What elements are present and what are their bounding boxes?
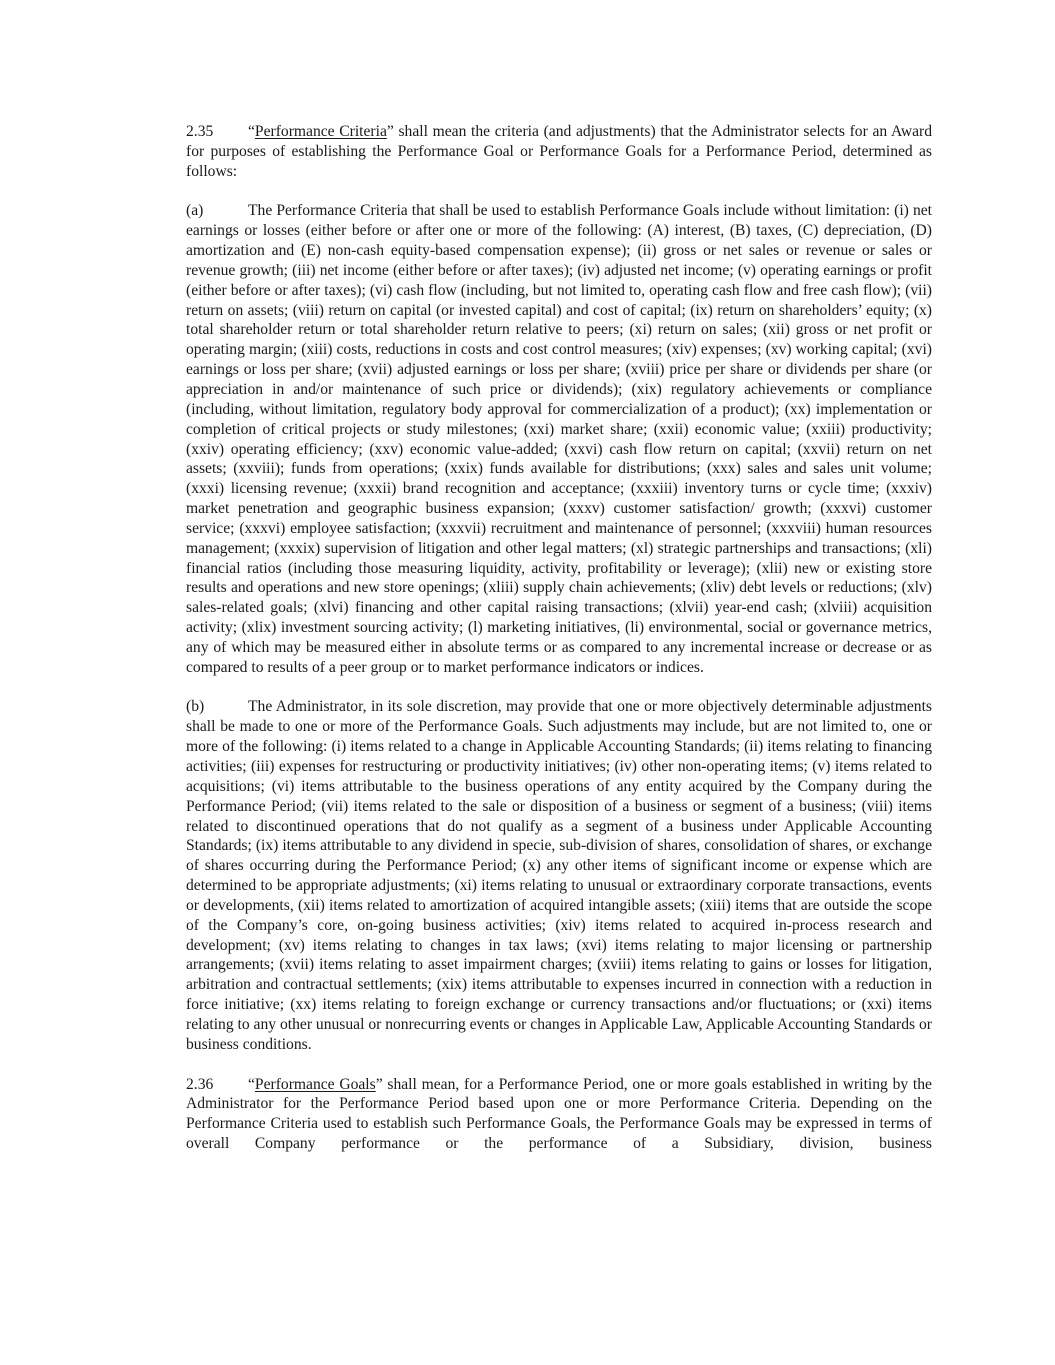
defined-term-performance-criteria: Performance Criteria xyxy=(254,123,387,140)
open-quote: “ xyxy=(248,1075,255,1093)
subsection-label: (a) xyxy=(186,202,204,220)
subsection-text: The Performance Criteria that shall be used to establish Performance Goals include without limitation: (i) net earnings or losses (either before or after one or more of the following: (A) interest, (B) taxes, (C) depreciation, (D) amortization and (E) non-cash equity-based compensation expense); (ii) gross or net sales or revenue or sales or revenue growth; (iii) net income (either before or after taxes); (iv) adjusted net income; (v) operating earnings or profit (either before or after taxes); (vi) cash flow (including, but not limited to, operating cash flow and free cash flow); (vii) return on assets; (viii) return on capital (or invested capital) and cost of capital; (ix) return on shareholders’ equity; (x) total shareholder return or total shareholder return relative to peers; (xi) return on sales; (xii) gross or net profit or operating margin; (xiii) costs, reductions in costs and cost control measures; (xiv) expenses; (xv) working capital; (xvi) earnings or loss per share; (xvii) adjusted earnings or loss per share; (xviii) price per share or dividends per share (or appreciation in and/or maintenance of such price or dividends); (xix) regulatory achievements or compliance (including, without limitation, regulatory body approval for commercialization of a product); (xx) implementation or completion of critical projects or study milestones; (xxi) market share; (xxii) economic value; (xxiii) productivity; (xxiv) operating efficiency; (xxv) economic value-added; (xxvi) cash flow return on capital; (xxvii) return on net assets; (xxviii); funds from operations; (xxix) funds available for distributions; (xxx) sales and sales unit volume; (xxxi) licensing revenue; (xxxii) brand recognition and acceptance; (xxxiii) inventory turns or cycle time; (xxxiv) market penetration and geographic business expansion; (xxxv) customer satisfaction/ growth; (xxxvi) customer service; (xxxvi) employee satisfaction; (xxxvii) recruitment and maintenance of personnel; (xxxviii) human resources management; (xxxix) supervision of litigation and other legal matters; (xl) strategic partnerships and transactions; (xli) financial ratios (including those measuring liquidity, activity, profitability or leverage); (xlii) new or existing store results and operations and new store openings; (xliii) supply chain achievements; (xliv) debt levels or reductions; (xlv) sales-related goals; (xlvi) financing and other capital raising transactions; (xlvii) year-end cash; (xlviii) acquisition activity; (xlix) investment sourcing activity; (l) marketing initiatives, (li) environmental, social or governance metrics, any of which may be measured either in absolute terms or as compared to any incremental increase or decrease or as compared to results of a peer group or to market performance indicators or indices. xyxy=(186,202,932,676)
subsection-label: (b) xyxy=(186,698,205,716)
subsection-text: The Administrator, in its sole discretion, may provide that one or more objectively determinable adjustments shall be made to one or more of the Performance Goals. Such adjustments may include, but are not limited to, one or more of the following: (i) items related to a change in Applicable Accounting Standards; (ii) items relating to financing activities; (iii) expenses for restructuring or productivity initiatives; (iv) other non-operating items; (v) items related to acquisitions; (vi) items attributable to the business operations of any entity acquired by the Company during the Performance Period; (vii) items related to the sale or disposition of a business or segment of a business; (viii) items related to discontinued operations that do not qualify as a segment of a business under Applicable Accounting Standards; (ix) items attributable to any dividend in specie, sub-division of shares, consolidation of shares, or exchange of shares occurring during the Performance Period; (x) any other items of significant income or expense which are determined to be appropriate adjustments; (xi) items relating to unusual or extraordinary corporate transactions, events or developments, (xii) items related to amortization of acquired intangible assets; (xiii) items that are outside the scope of the Company’s core, on-going business activities; (xiv) items related to acquired in-process research and development; (xv) items relating to changes in tax laws; (xvi) items relating to major licensing or partnership arrangements; (xvii) items relating to asset impairment charges; (xviii) items relating to gains or losses for litigation, arbitration and contractual settlements; (xix) items attributable to expenses incurred in connection with a reduction in force initiative; (xx) items relating to foreign exchange or currency transactions and/or fluctuations; or (xxi) items relating to any other unusual or nonrecurring events or changes in Applicable Law, Applicable Accounting Standards or business conditions. xyxy=(186,698,932,1053)
section-text: shall mean the criteria (and adjustments) that the Administrator selects for an Award for purposes of establishing the Performance Goal or Performance Goals for a Performance Period, determined as follows: xyxy=(186,123,932,180)
section-2-35 xyxy=(186,122,932,182)
document-page xyxy=(186,122,932,1174)
subsection-a xyxy=(186,201,932,677)
section-text: shall mean, for a Performance Period, one or more goals established in writing by the Administrator for the Performance Period based upon one or more Performance Criteria. Depending on the Performance Criteria used to establish such Performance Goals, the Performance Goals may be expressed in terms of overall Company performance or the performance of a Subsidiary, division, business xyxy=(186,1075,932,1153)
section-number: 2.36 xyxy=(186,1075,214,1093)
open-quote: “ xyxy=(248,123,255,140)
section-2-36 xyxy=(186,1075,932,1154)
section-number: 2.35 xyxy=(186,123,214,140)
close-quote: ” xyxy=(386,123,394,140)
defined-term-performance-goals: Performance Goals xyxy=(254,1075,376,1093)
close-quote: ” xyxy=(375,1075,383,1093)
subsection-b xyxy=(186,697,932,1054)
